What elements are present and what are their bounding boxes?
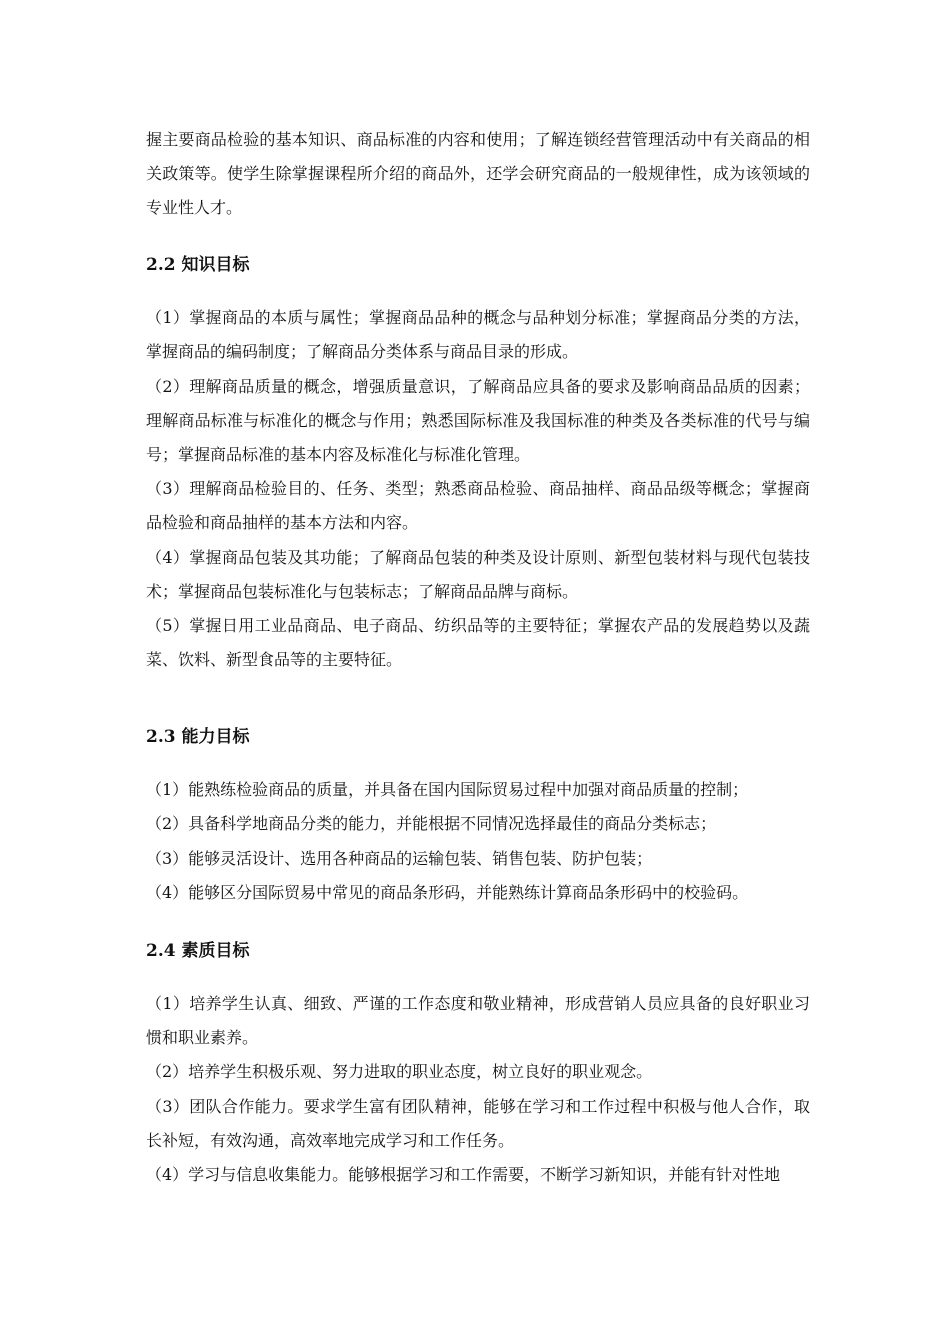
- heading-quality-goals: 2.4 素质目标: [146, 941, 250, 961]
- heading-knowledge-goals: 2.2 知识目标: [146, 255, 250, 275]
- knowledge-item-1: （1）掌握商品的本质与属性；掌握商品品种的概念与品种划分标准；掌握商品分类的方法，掌握商品的编码制度；了解商品分类体系与商品目录的形成。: [146, 308, 810, 361]
- knowledge-item-5: （5）掌握日用工业品商品、电子商品、纺织品等的主要特征；掌握农产品的发展趋势以及蔬菜、饮料、新型食品等的主要特征。: [146, 616, 810, 669]
- ability-item-2: （2）具备科学地商品分类的能力，并能根据不同情况选择最佳的商品分类标志；: [146, 814, 717, 833]
- ability-item-3: （3）能够灵活设计、选用各种商品的运输包装、销售包装、防护包装；: [146, 849, 653, 868]
- ability-item-1: （1）能熟练检验商品的质量，并具备在国内国际贸易过程中加强对商品质量的控制；: [146, 780, 749, 799]
- ability-item-4: （4）能够区分国际贸易中常见的商品条形码，并能熟练计算商品条形码中的校验码。: [146, 883, 749, 902]
- knowledge-item-3: （3）理解商品检验目的、任务、类型；熟悉商品检验、商品抽样、商品品级等概念；掌握商品检验和商品抽样的基本方法和内容。: [146, 479, 810, 532]
- heading-ability-goals: 2.3 能力目标: [146, 727, 250, 747]
- knowledge-item-2: （2）理解商品质量的概念，增强质量意识，了解商品应具备的要求及影响商品品质的因素；理解商品标准与标准化的概念与作用；熟悉国际标准及我国标准的种类及各类标准的代号与编号；掌握商品标准的基本内容及标准化与标准化管理。: [146, 377, 810, 464]
- quality-item-4: （4）学习与信息收集能力。能够根据学习和工作需要，不断学习新知识，并能有针对性地: [146, 1165, 781, 1184]
- quality-item-2: （2）培养学生积极乐观、努力进取的职业态度，树立良好的职业观念。: [146, 1062, 653, 1081]
- knowledge-item-4: （4）掌握商品包装及其功能；了解商品包装的种类及设计原则、新型包装材料与现代包装技术；掌握商品包装标准化与包装标志；了解商品品牌与商标。: [146, 548, 810, 601]
- quality-item-1: （1）培养学生认真、细致、严谨的工作态度和敬业精神，形成营销人员应具备的良好职业习惯和职业素养。: [146, 994, 810, 1047]
- intro-paragraph: 握主要商品检验的基本知识、商品标准的内容和使用；了解连锁经营管理活动中有关商品的相关政策等。使学生除掌握课程所介绍的商品外，还学会研究商品的一般规律性，成为该领域的专业性人才。: [146, 130, 810, 217]
- quality-item-3: （3）团队合作能力。要求学生富有团队精神，能够在学习和工作过程中积极与他人合作，取长补短，有效沟通，高效率地完成学习和工作任务。: [146, 1097, 810, 1150]
